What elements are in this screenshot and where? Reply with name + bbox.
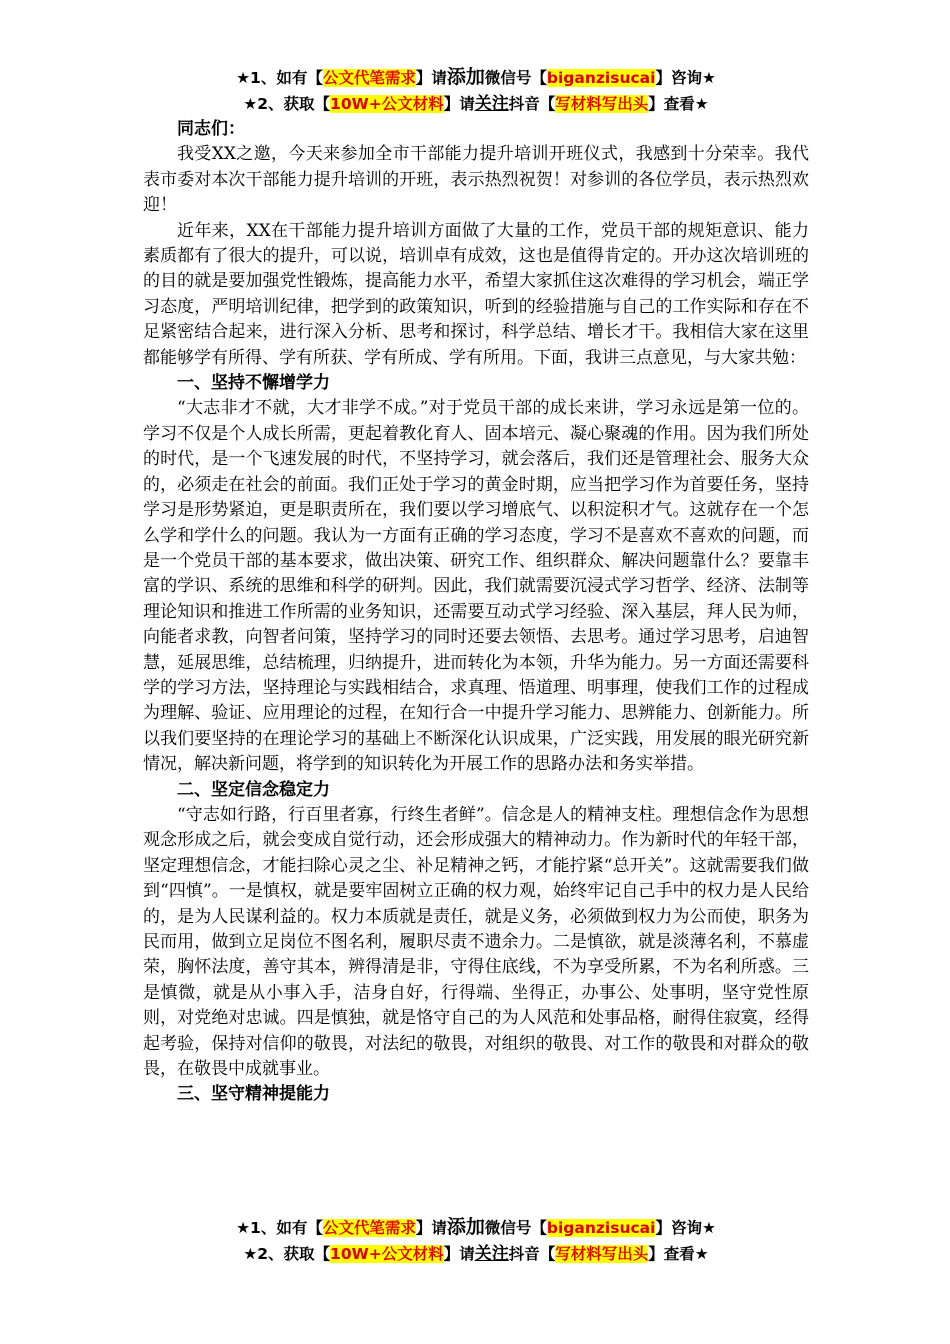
emphasis-add: 添加 — [446, 66, 485, 88]
highlight-wechat-id: biganzisucai — [546, 69, 656, 87]
banner-text: 抖音【 — [508, 1245, 556, 1263]
footer-banner — [143, 1214, 809, 1267]
banner-text: 】请 — [443, 1245, 475, 1263]
banner-text: 】查看★ — [648, 95, 709, 113]
banner-line-2 — [143, 1241, 809, 1267]
highlight-douyin-account: 写材料写出头 — [555, 95, 649, 113]
section-heading-1: 一、坚持不懈增学力 — [177, 373, 330, 394]
paragraph-intro: 我受XX之邀，今天来参加全市干部能力提升培训开班仪式，我感到十分荣幸。我代表市委对本次干部能力提升培训的开班，表示热烈祝贺！对参训的各位学员，表示热烈欢迎！ — [143, 144, 809, 216]
banner-text: ★2、获取【 — [243, 95, 331, 113]
emphasis-follow: 关注 — [474, 94, 509, 114]
paragraph-section-1: “大志非才不就，大才非学不成。”对于党员干部的成长来讲，学习永远是第一位的。学习不仅是个人成长所需，更起着教化育人、固本培元、凝心聚魂的作用。因为我们所处的时代，是一个飞速发展的时代，不坚持学习，就会落后，我们还是管理社会、服务大众的，必须走在社会的前面。我们正处于学习的黄金时期，应当把学习作为首要任务，坚持学习是形势紧迫，更是职责所在，我们要以学习增底气、以积淀积才气。这就存在一个怎么学和学什么的问题。我认为一方面有正确的学习态度，学习不是喜欢不喜欢的问题，而是一个党员干部的基本要求，做出决策、研究工作、组织群众、解决问题靠什么？要靠丰富的学识、系统的思维和科学的研判。因此，我们就需要沉浸式学习哲学、经济、法制等理论知识和推进工作所需的业务知识，还需要互动式学习经验、深入基层，拜人民为师，向能者求教，向智者问策，坚持学习的同时还要去领悟、去思考。通过学习思考，启迪智慧，延展思维，总结梳理，归纳提升，进而转化为本领，升华为能力。另一方面还需要科学的学习方法，坚持理论与实践相结合，求真理、悟道理、明事理，使我们工作的过程成为理解、验证、应用理论的过程，在知行合一中提升学习能力、思辨能力、创新能力。所以我们要坚持的在理论学习的基础上不断深化认识成果，广泛实践，用发展的眼光研究新情况，解决新问题，将学到的知识转化为开展工作的思路办法和务实举措。 — [143, 398, 809, 775]
highlight-materials: 10W+公文材料 — [330, 95, 444, 113]
banner-text: 抖音【 — [508, 95, 556, 113]
section-heading-3: 三、坚守精神提能力 — [177, 1084, 330, 1105]
banner-line-2 — [143, 91, 809, 117]
banner-text: ★2、获取【 — [243, 1245, 331, 1263]
paragraph-section-2: “守志如行路，行百里者寡，行终生者鲜”。信念是人的精神支柱。理想信念作为思想观念形成之后，就会变成自觉行动，还会形成强大的精神动力。作为新时代的年轻干部，坚定理想信念，才能扫除心灵之尘、补足精神之钙，才能拧紧“总开关”。这就需要我们做到“四慎”。一是慎权，就是要牢固树立正确的权力观，始终牢记自己手中的权力是人民给的，是为人民谋利益的。权力本质就是责任，就是义务，必须做到权力为公而使，职务为民而用，做到立足岗位不图名利，履职尽责不遗余力。二是慎欲，就是淡薄名利，不慕虚荣，胸怀法度，善守其本，辨得清是非，守得住底线，不为享受所累，不为名利所惑。三是慎微，就是从小事入手，洁身自好，行得端、坐得正，办事公、处事明，坚守党性原则，对党绝对忠诚。四是慎独，就是恪守自己的为人风范和处事品格，耐得住寂寞，经得起考验，保持对信仰的敬畏，对法纪的敬畏，对组织的敬畏、对工作的敬畏和对群众的敬畏，在敬畏中成就事业。 — [143, 804, 809, 1080]
banner-line-1 — [143, 1214, 809, 1241]
header-banner — [143, 64, 809, 117]
banner-line-1 — [143, 64, 809, 91]
banner-text: 】请 — [415, 69, 447, 87]
paragraph-background: 近年来，XX在干部能力提升培训方面做了大量的工作，党员干部的规矩意识、能力素质都有了很大的提升，可以说，培训卓有成效，这也是值得肯定的。开办这次培训班的的目的就是要加强党性锻炼，提高能力水平，希望大家抓住这次难得的学习机会，端正学习态度，严明培训纪律，把学到的政策知识，听到的经验措施与自己的工作实际和存在不足紧密结合起来，进行深入分析、思考和探讨，科学总结、增长才干。我相信大家在这里都能够学有所得、学有所获、学有所成、学有所用。下面，我讲三点意见，与大家共勉： — [143, 220, 809, 368]
emphasis-follow: 关注 — [474, 1244, 509, 1264]
highlight-wechat-id: biganzisucai — [546, 1219, 656, 1237]
banner-text: 微信号【 — [484, 1219, 547, 1237]
document-page — [143, 64, 809, 1108]
banner-text: 】查看★ — [648, 1245, 709, 1263]
highlight-service: 公文代笔需求 — [322, 69, 416, 87]
banner-text: ★1、如有【 — [236, 1219, 323, 1237]
banner-text: 微信号【 — [484, 69, 547, 87]
highlight-douyin-account: 写材料写出头 — [555, 1245, 649, 1263]
banner-text: 】请 — [415, 1219, 447, 1237]
banner-text: 】请 — [443, 95, 475, 113]
highlight-materials: 10W+公文材料 — [330, 1245, 444, 1263]
banner-text: 】咨询★ — [655, 69, 716, 87]
section-heading-2: 二、坚定信念稳定力 — [177, 779, 330, 800]
emphasis-add: 添加 — [446, 1216, 485, 1238]
banner-text: ★1、如有【 — [236, 69, 323, 87]
banner-text: 】咨询★ — [655, 1219, 716, 1237]
salutation: 同志们： — [177, 119, 245, 139]
highlight-service: 公文代笔需求 — [322, 1219, 416, 1237]
